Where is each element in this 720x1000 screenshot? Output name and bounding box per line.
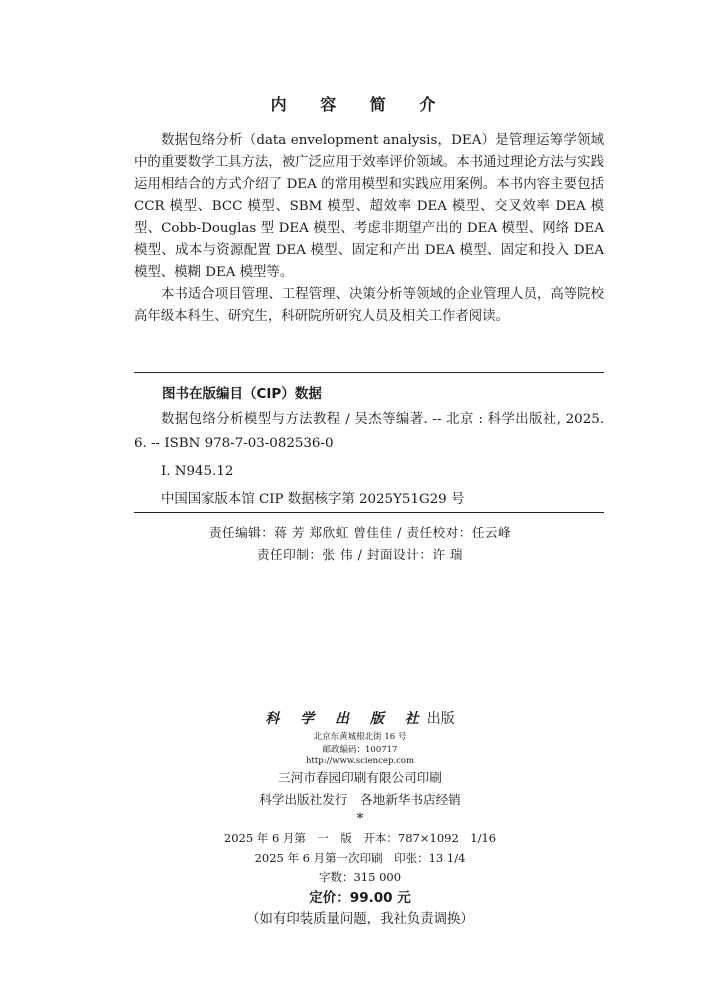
publisher-url: http://www.sciencep.com (305, 756, 415, 766)
summary-paragraph-2: 本书适合项目管理、工程管理、决策分析等领域的企业管理人员，高等院校高年级本科生、研究生，科研院所研究人员及相关工作者阅读。 (134, 287, 604, 324)
publisher-line (0, 708, 720, 728)
publisher-suffix: 出版 (426, 711, 455, 727)
cip-heading: 图书在版编目（CIP）数据 (162, 386, 322, 402)
summary-paragraph-1: 数据包络分析（data envelopment analysis，DEA）是管理运筹学领域中的重要数学工具方法，被广泛应用于效率评价领域。本书通过理论方法与实践运用相结合的方式介绍了 DEA 的常用模型和实践应用案例。本书内容主要包括 CCR 模型、BCC 模型、SBM 模型、超效率 DEA 模型、交叉效率 DEA 模型、Cobb-Douglas 型 DEA 模型、考虑非期望产出的 DEA 模型、网络 DEA 模型、成本与资源配置 DEA 模型、固定和产出 DEA 模型、固定和投入 DEA 模型、模糊 DEA 模型等。 (134, 133, 604, 280)
credits-production: 责任印制：张 伟 / 封面设计：许 瑞 (256, 547, 464, 562)
word-count: 字数：315 000 (318, 870, 402, 884)
publisher-postcode: 邮政编码：100717 (322, 745, 398, 755)
printing-line: 2025 年 6 月第一次印刷 印张：13 1/4 (254, 851, 466, 865)
cip-classification: Ⅰ. N945.12 (161, 464, 234, 479)
cip-record (134, 408, 604, 512)
cip-record-number: 中国国家版本馆 CIP 数据核字第 2025Y51G29 号 (161, 492, 465, 507)
separator-star: * (356, 811, 364, 827)
content-summary (134, 130, 604, 328)
page-title: 内 容 简 介 (270, 95, 450, 114)
publisher-address: 北京东黄城根北街 16 号 (313, 732, 407, 742)
distribution-line: 科学出版社发行 各地新华书店经销 (259, 792, 461, 807)
edition-line: 2025 年 6 月第 一 版 开本：787×1092 1/16 (223, 831, 497, 845)
cip-bottom-divider (134, 512, 604, 513)
cip-top-divider (134, 372, 604, 373)
credits-editors: 责任编辑：蒋 芳 郑欣虹 曾佳佳 / 责任校对：任云峰 (208, 525, 512, 540)
publisher-name: 科 学 出 版 社 (265, 711, 427, 727)
price: 定价：99.00 元 (309, 890, 411, 906)
quality-note: （如有印装质量问题，我社负责调换） (246, 912, 474, 927)
cip-catalog-line: 数据包络分析模型与方法教程 / 吴杰等编著. -- 北京 : 科学出版社, 2025. 6. -- ISBN 978-7-03-082536-0 (134, 412, 604, 451)
printer-line: 三河市春园印刷有限公司印刷 (278, 770, 442, 785)
